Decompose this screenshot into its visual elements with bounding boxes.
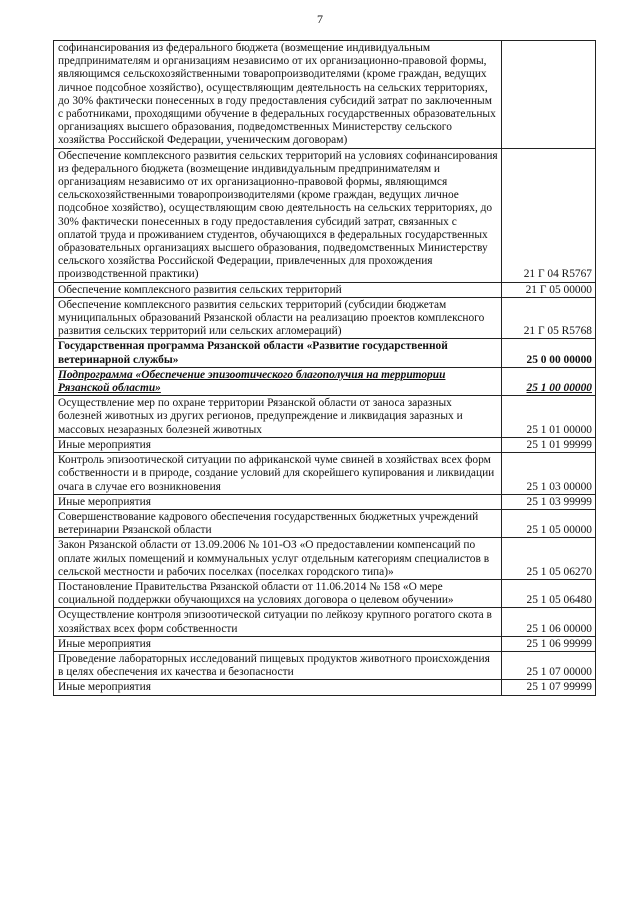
target-code-cell — [502, 579, 596, 607]
target-code: 25 1 05 00000 — [526, 524, 592, 537]
table-row — [54, 297, 596, 339]
item-name: Иные мероприятия — [58, 637, 151, 650]
item-name: Осуществление контроля эпизоотической ситуации по лейкозу крупного рогатого скота в хозяйствах всех форм собственности — [58, 609, 492, 635]
table-row — [54, 396, 596, 438]
item-name-cell — [54, 494, 502, 509]
item-name: Обеспечение комплексного развития сельских территорий на условиях софинансирования из федерального бюджета (возмещение индивидуальным предпринимателям и организациям независимо от их организационно-правовой формы, являющимся сельскохозяйственными товаропроизводителями (кроме граждан, ведущих личное подсобное хозяйство), осуществляющим свою деятельность на сельских территориях, до 30% фактически понесенных в году предоставления субсидий затрат, связанных с оплатой труда и проживанием студентов, обучающихся в федеральных государственных образовательных организациях высшего образования, подведомственных Министерству сельского хозяйства Российской Федерации, привлеченных для прохождения производственной практики) — [58, 149, 498, 281]
item-name: Иные мероприятия — [58, 681, 151, 694]
target-code: 25 1 05 06270 — [526, 565, 592, 578]
target-code-cell — [502, 437, 596, 452]
item-name: Совершенствование кадрового обеспечения государственных бюджетных учреждений ветеринарии Рязанской области — [58, 510, 479, 537]
table-row — [54, 437, 596, 452]
target-code-cell — [502, 538, 596, 580]
table-row — [54, 651, 596, 679]
item-name-cell — [54, 367, 502, 395]
target-code-cell — [502, 367, 596, 395]
item-name-cell — [54, 437, 502, 452]
table-row — [54, 148, 596, 282]
table-row — [54, 339, 596, 367]
table-row — [54, 538, 596, 580]
item-name: Проведение лабораторных исследований пищевых продуктов животного происхождения в целях обеспечения их качества и безопасности — [58, 652, 490, 679]
target-code-cell — [502, 339, 596, 367]
table-row — [54, 636, 596, 651]
item-name: Осуществление мер по охране территории Рязанской области от заноса заразных болезней животных из других регионов, предупреждение и ликвидация заразных и массовых незаразных болезней животных — [58, 397, 463, 436]
target-code: 21 Г 05 R5768 — [523, 325, 592, 338]
item-name: Постановление Правительства Рязанской области от 11.06.2014 № 158 «О мере социальной поддержки обучающихся на условиях договора о целевом обучении» — [58, 580, 454, 607]
table-row — [54, 453, 596, 495]
item-name: Государственная программа Рязанской области «Развитие государственной ветеринарной службы» — [58, 340, 448, 366]
table-row — [54, 41, 596, 149]
item-name-cell — [54, 297, 502, 339]
target-code-cell — [502, 608, 596, 636]
page-number: 7 — [317, 12, 323, 26]
target-code-cell — [502, 680, 596, 695]
target-code-cell — [502, 651, 596, 679]
item-name-cell — [54, 579, 502, 607]
item-name-cell — [54, 396, 502, 438]
table-row — [54, 509, 596, 537]
table-row — [54, 680, 596, 695]
target-code: 25 1 03 00000 — [526, 480, 592, 493]
target-code: 25 1 06 00000 — [526, 622, 592, 635]
target-code: 25 1 06 99999 — [526, 637, 592, 650]
target-code-cell — [502, 453, 596, 495]
item-name-cell — [54, 680, 502, 695]
target-code: 25 1 00 00000 — [526, 382, 592, 395]
table-row — [54, 494, 596, 509]
item-name-cell — [54, 608, 502, 636]
target-code: 21 Г 05 00000 — [525, 283, 592, 296]
target-code: 25 1 07 99999 — [526, 681, 592, 694]
item-name: Обеспечение комплексного развития сельских территорий — [58, 283, 342, 296]
item-name-cell — [54, 41, 502, 149]
item-name: Иные мероприятия — [58, 495, 151, 508]
table-row — [54, 367, 596, 395]
table-row — [54, 579, 596, 607]
table-row — [54, 282, 596, 297]
item-name-cell — [54, 651, 502, 679]
item-name: Закон Рязанской области от 13.09.2006 № 101-ОЗ «О предоставлении компенсаций по оплате жилых помещений и коммунальных услуг отдельным категориям специалистов в сельской местности и рабочих поселках (поселках городского типа)» — [58, 539, 490, 578]
target-code-cell — [502, 41, 596, 149]
target-code-cell — [502, 148, 596, 282]
budget-classification-table — [53, 40, 596, 696]
target-code: 25 0 00 00000 — [526, 353, 592, 366]
table-row — [54, 608, 596, 636]
target-code-cell — [502, 636, 596, 651]
target-code-cell — [502, 297, 596, 339]
target-code-cell — [502, 396, 596, 438]
item-name: софинансирования из федерального бюджета (возмещение индивидуальным предпринимателям и организациям независимо от их организационно-правовой формы, являющимся сельскохозяйственными товаропроизводителями (кроме граждан, ведущих личное подсобное хозяйство), осуществляющим деятельность на сельских территориях, до 30% фактически понесенных в году предоставления субсидий затрат по заключенным с работниками, проходящими обучение в федеральных государственных образовательных организациях высшего образования, подведомственных Министерству сельского хозяйства Российской Федерации, ученическим договорам) — [58, 42, 496, 147]
target-code: 25 1 01 99999 — [526, 438, 592, 451]
target-code: 25 1 01 00000 — [526, 423, 592, 436]
target-code: 25 1 03 99999 — [526, 495, 592, 508]
item-name-cell — [54, 509, 502, 537]
target-code: 21 Г 04 R5767 — [523, 268, 592, 281]
target-code-cell — [502, 282, 596, 297]
item-name-cell — [54, 148, 502, 282]
item-name: Иные мероприятия — [58, 438, 151, 451]
item-name: Контроль эпизоотической ситуации по африканской чуме свиней в хозяйствах всех форм собственности и в природе, создание условий для скорейшего купирования и ликвидации очага в случае его возникновения — [58, 454, 495, 493]
target-code: 25 1 05 06480 — [526, 594, 592, 607]
target-code-cell — [502, 509, 596, 537]
target-code-cell — [502, 494, 596, 509]
item-name-cell — [54, 636, 502, 651]
item-name-cell — [54, 538, 502, 580]
item-name: Обеспечение комплексного развития сельских территорий (субсидии бюджетам муниципальных образований Рязанской области на реализацию проектов комплексного развития сельских территорий или сельских агломераций) — [58, 298, 485, 338]
item-name-cell — [54, 282, 502, 297]
target-code: 25 1 07 00000 — [526, 666, 592, 679]
item-name-cell — [54, 453, 502, 495]
item-name: Подпрограмма «Обеспечение эпизоотического благополучия на территории Рязанской области» — [58, 368, 446, 395]
item-name-cell — [54, 339, 502, 367]
